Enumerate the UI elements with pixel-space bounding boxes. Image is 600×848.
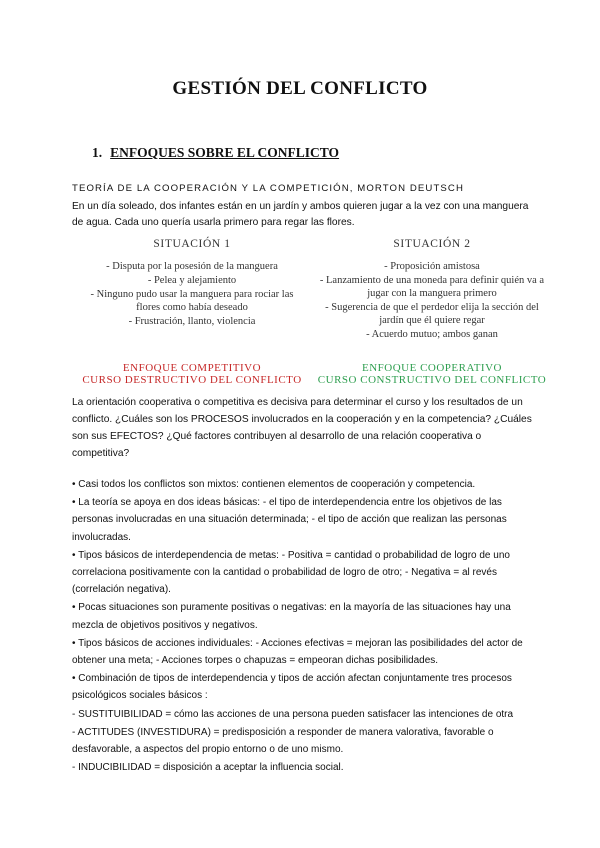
- cooperative-approach-title: ENFOQUE COOPERATIVO: [362, 362, 502, 374]
- bullet-item: - ACTITUDES (INVESTIDURA) = predisposición a responder de manera valorativa, favorable o desfavorable, a aspectos del propio entorno o de uno mismo.: [72, 726, 494, 756]
- list-item: - Ninguno pudo usar la manguera para rociar las flores como había deseado: [78, 288, 306, 314]
- bullet-item: • Tipos básicos de acciones individuales: - Acciones efectivas = mejoran las posibilidades del actor de obtener una meta; - Acciones torpes o chapuzas = empeoran dichas posibilidades.: [72, 637, 523, 667]
- bullet-item: - INDUCIBILIDAD = disposición a aceptar la influencia social.: [72, 762, 344, 774]
- page-title: GESTIÓN DEL CONFLICTO: [172, 78, 428, 99]
- competitive-approach-course: CURSO DESTRUCTIVO DEL CONFLICTO: [82, 374, 302, 386]
- situation-1-heading: SITUACIÓN 1: [153, 238, 231, 250]
- section-title: ENFOQUES SOBRE EL CONFLICTO: [110, 145, 340, 160]
- competitive-approach-title: ENFOQUE COMPETITIVO: [122, 362, 262, 374]
- list-item: - Pelea y alejamiento: [78, 274, 306, 287]
- list-item: - Acuerdo mutuo; ambos ganan: [318, 328, 546, 341]
- list-item: - Disputa por la posesión de la manguera: [78, 260, 306, 273]
- bullet-item: • La teoría se apoya en dos ideas básicas: - el tipo de interdependencia entre los objetivos de las personas involucradas en una situación determinada; - el tipo de acción que realizan las personas involucradas.: [72, 497, 507, 543]
- situation-2: [312, 238, 552, 342]
- situation-1: [72, 238, 312, 329]
- intro-paragraph: En un día soleado, dos infantes están en un jardín y ambos quieren jugar a la vez con una manguera de agua. Cada uno quería usarla primero para regar las flores.: [72, 201, 529, 228]
- bullet-item: • Combinación de tipos de interdependencia y tipos de acción afectan conjuntamente tres procesos psicológicos sociales básicos :: [72, 673, 512, 702]
- situation-1-list: [72, 260, 312, 328]
- cooperative-approach-course: CURSO CONSTRUCTIVO DEL CONFLICTO: [317, 374, 547, 386]
- section-number: 1.: [92, 145, 103, 160]
- section-heading: [92, 145, 339, 161]
- cooperative-approach: [312, 362, 552, 386]
- competitive-approach: [72, 362, 312, 386]
- list-item: - Proposición amistosa: [318, 260, 546, 273]
- bullet-list: [72, 476, 534, 777]
- orientation-paragraph: La orientación cooperativa o competitiva es decisiva para determinar el curso y los resultados de un conflicto. ¿Cuáles son los PROCESOS involucrados en la cooperación y en la competencia? ¿Cuáles son sus EFECTOS? ¿Qué factores contribuyen al desarrollo de una relación cooperativa o competitiva?: [72, 397, 532, 459]
- list-item: - Sugerencia de que el perdedor elija la sección del jardín que él quiere regar: [318, 301, 546, 327]
- bullet-item: - SUSTITUIBILIDAD = cómo las acciones de una persona pueden satisfacer las intenciones de otra: [72, 708, 514, 720]
- bullet-item: • Pocas situaciones son puramente positivas o negativas: en la mayoría de las situaciones hay una mezcla de objetivos positivos y negativos.: [72, 602, 511, 631]
- bullet-item: • Casi todos los conflictos son mixtos: contienen elementos de cooperación y competencia.: [72, 479, 476, 490]
- list-item: - Lanzamiento de una moneda para definir quién va a jugar con la manguera primero: [318, 274, 546, 300]
- situation-2-heading: SITUACIÓN 2: [393, 238, 471, 250]
- bullet-item: • Tipos básicos de interdependencia de metas: - Positiva = cantidad o probabilidad de logro de uno correlaciona positivamente con la cantidad o probabilidad de logro de otro; - Negativa = al revés (correlación negativa).: [72, 549, 510, 596]
- theory-heading: TEORÍA DE LA COOPERACIÓN Y LA COMPETICIÓN, MORTON DEUTSCH: [72, 183, 464, 194]
- list-item: - Frustración, llanto, violencia: [78, 315, 306, 328]
- situation-2-list: [312, 260, 552, 341]
